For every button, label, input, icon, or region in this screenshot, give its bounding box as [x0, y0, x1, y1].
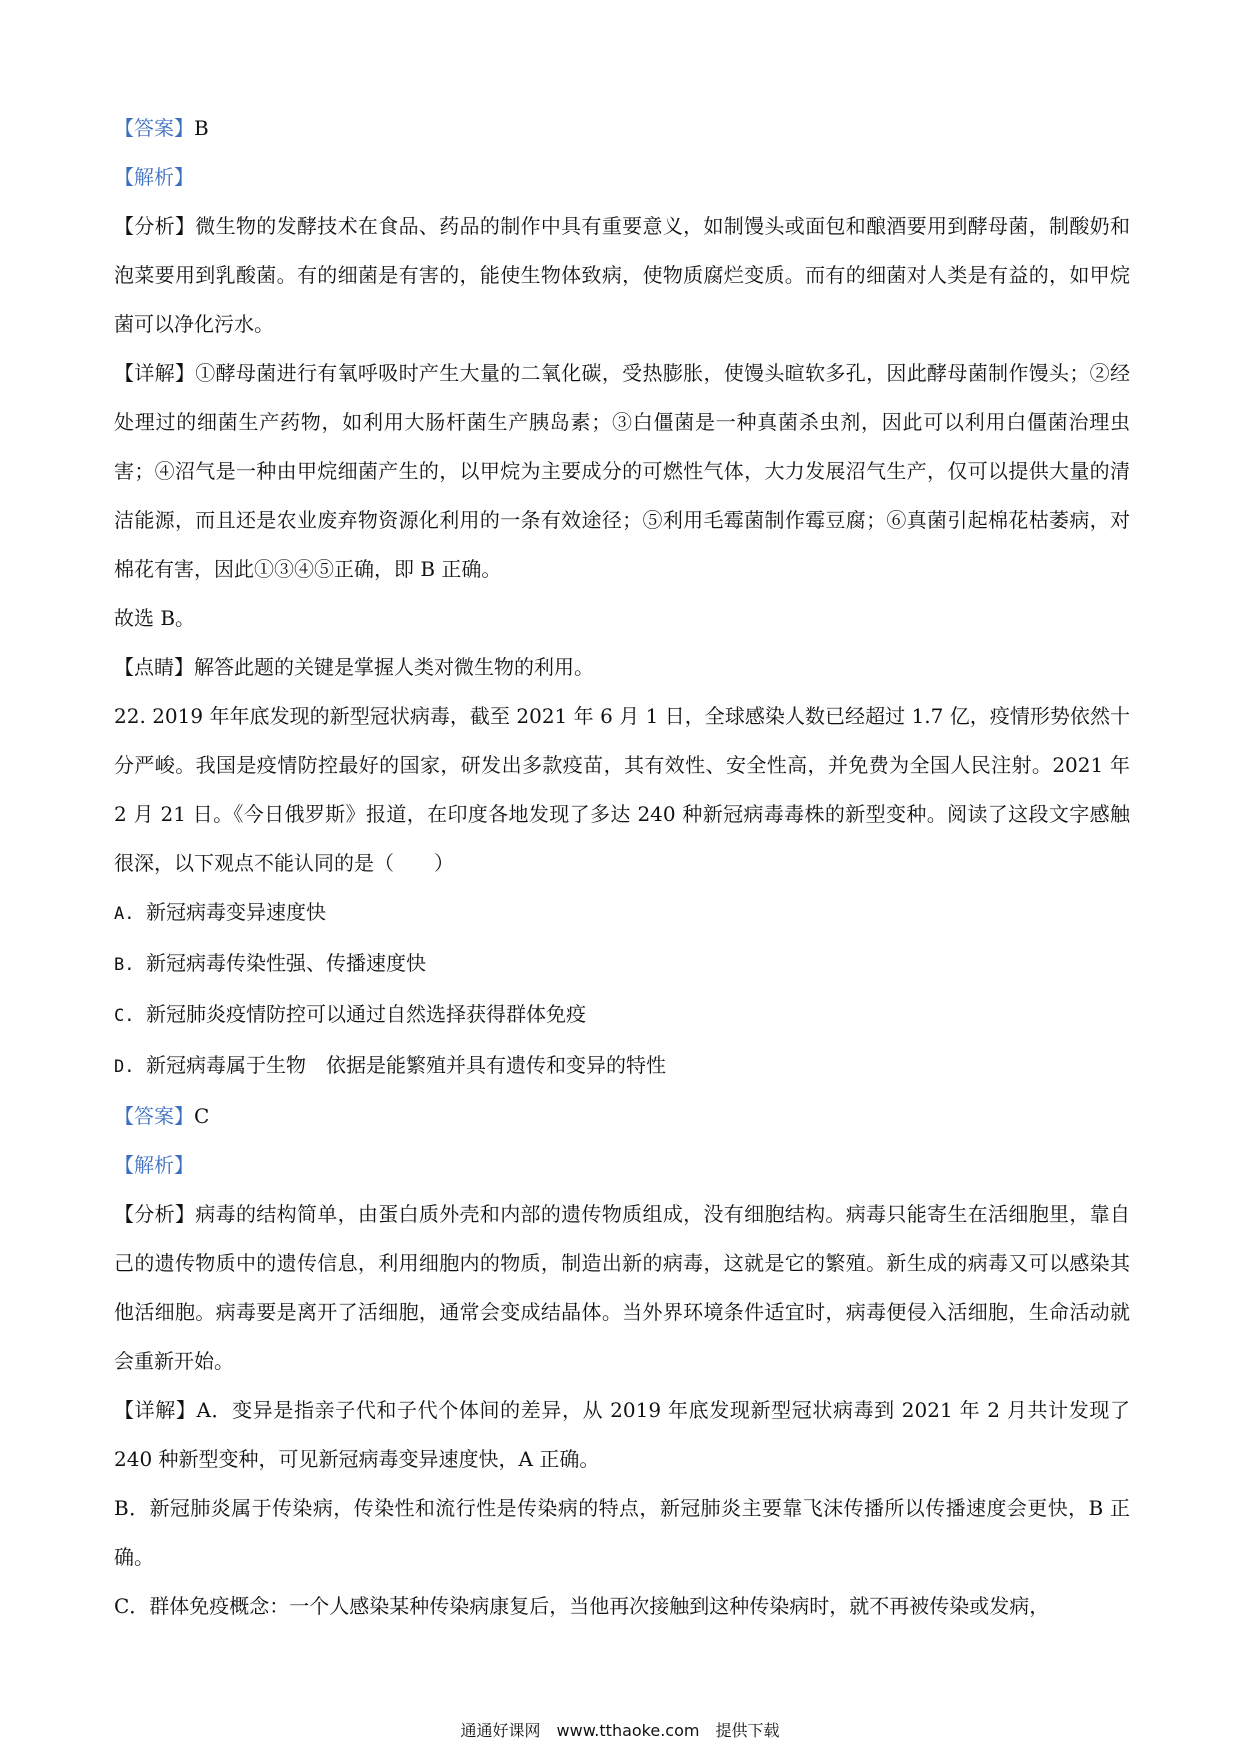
- option-c-letter: C.: [114, 1006, 135, 1026]
- analysis-tag: 【解析】: [114, 1153, 194, 1177]
- option-c-text: 新冠肺炎疫情防控可以通过自然选择获得群体免疫: [146, 1002, 586, 1026]
- detail-paragraph-1: 【详解】①酵母菌进行有氧呼吸时产生大量的二氧化碳，受热膨胀，使馒头暄软多孔，因此酵母菌制作馒头；②经处理过的细菌生产药物，如利用大肠杆菌生产胰岛素；③白僵菌是一种真菌杀虫剂，因此可以利用白僵菌治理虫害；④沼气是一种由甲烷细菌产生的，以甲烷为主要成分的可燃性气体，大力发展沼气生产，仅可以提供大量的清洁能源，而且还是农业废弃物资源化利用的一条有效途径；⑤利用毛霉菌制作霉豆腐；⑥真菌引起棉花枯萎病，对棉花有害，因此①③④⑤正确，即 B 正确。: [114, 361, 1130, 581]
- option-d-text: 新冠病毒属于生物 依据是能繁殖并具有遗传和变异的特性: [146, 1053, 666, 1077]
- analysis-paragraph-2: 【分析】病毒的结构简单，由蛋白质外壳和内部的遗传物质组成，没有细胞结构。病毒只能寄生在活细胞里，靠自己的遗传物质中的遗传信息，利用细胞内的物质，制造出新的病毒，这就是它的繁殖。新生成的病毒又可以感染其他活细胞。病毒要是离开了活细胞，通常会变成结晶体。当外界环境条件适宜时，病毒便侵入活细胞，生命活动就会重新开始。: [114, 1202, 1130, 1373]
- option-b-text: 新冠病毒传染性强、传播速度快: [146, 951, 426, 975]
- option-b: [114, 939, 1130, 990]
- answer-line-2: [114, 1092, 1130, 1141]
- detail-paragraph-2b: B．新冠肺炎属于传染病，传染性和流行性是传染病的特点，新冠肺炎主要靠飞沫传播所以传播速度会更快，B 正确。: [114, 1496, 1130, 1569]
- answer-value: B: [194, 116, 209, 140]
- analysis-tag: 【解析】: [114, 165, 194, 189]
- analysis-paragraph-1: 【分析】微生物的发酵技术在食品、药品的制作中具有重要意义，如制馒头或面包和酿酒要用到酵母菌，制酸奶和泡菜要用到乳酸菌。有的细菌是有害的，能使生物体致病，使物质腐烂变质。而有的细菌对人类是有益的，如甲烷菌可以净化污水。: [114, 214, 1130, 336]
- answer-tag: 【答案】: [114, 116, 194, 140]
- analysis-heading-1: [114, 153, 1130, 202]
- detail-paragraph-2c: C．群体免疫概念：一个人感染某种传染病康复后，当他再次接触到这种传染病时，就不再被传染或发病，: [114, 1594, 1050, 1618]
- option-d-letter: D.: [114, 1057, 135, 1077]
- document-body: [114, 104, 1130, 1631]
- choice-statement-1: 故选 B。: [114, 606, 196, 630]
- option-b-letter: B.: [114, 955, 135, 975]
- page-footer: 通通好课网 www.tthaoke.com 提供下载: [460, 1721, 780, 1740]
- answer-line-1: [114, 104, 1130, 153]
- option-a-letter: A.: [114, 904, 135, 924]
- option-d: [114, 1041, 1130, 1092]
- answer-tag: 【答案】: [114, 1104, 194, 1128]
- answer-value: C: [194, 1104, 210, 1128]
- analysis-heading-2: [114, 1141, 1130, 1190]
- key-point-paragraph: 【点睛】解答此题的关键是掌握人类对微生物的利用。: [114, 655, 594, 679]
- detail-paragraph-2a: 【详解】A．变异是指亲子代和子代个体间的差异，从 2019 年底发现新型冠状病毒到 2021 年 2 月共计发现了 240 种新型变种，可见新冠病毒变异速度快，A 正确。: [114, 1398, 1130, 1471]
- option-c: [114, 990, 1130, 1041]
- option-a: [114, 888, 1130, 939]
- question-22-stem: 22. 2019 年年底发现的新型冠状病毒，截至 2021 年 6 月 1 日，全球感染人数已经超过 1.7 亿，疫情形势依然十分严峻。我国是疫情防控最好的国家，研发出多款疫苗，其有效性、安全性高，并免费为全国人民注射。2021 年 2 月 21 日。《今日俄罗斯》报道，在印度各地发现了多达 240 种新冠病毒毒株的新型变种。阅读了这段文字感触很深，以下观点不能认同的是（ ）: [114, 704, 1130, 875]
- option-a-text: 新冠病毒变异速度快: [146, 900, 326, 924]
